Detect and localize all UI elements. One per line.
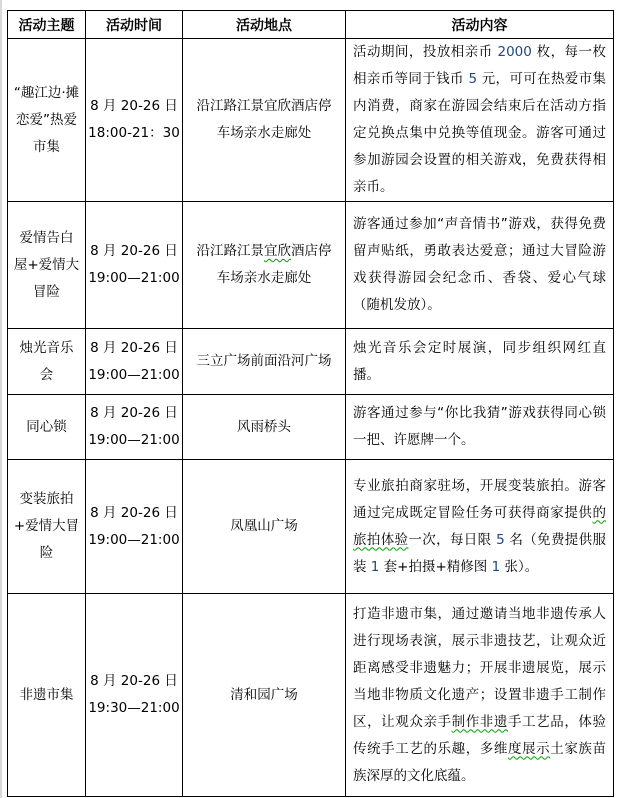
body-text: 游客通过参加“声音情书”游戏，获得免费留声贴纸，勇敢表达爱意；通过大冒险游戏获得游园会纪念币、香袋、爱心气球（随机发放）。	[353, 216, 606, 313]
theme-cell: 同心锁	[8, 395, 86, 460]
body-text: 活动期间，投放相亲币	[353, 44, 498, 60]
highlighted-number: 2000	[497, 44, 532, 60]
time-cell	[86, 395, 183, 460]
content-cell	[346, 395, 614, 460]
body-text: 专业旅拍商家驻场，开展变装旅拍。游客通过完成既定冒险任务可获得商家提供	[353, 477, 606, 521]
col-header-content: 活动内容	[346, 11, 614, 39]
spellcheck-underlined-text: 制作非遗	[451, 713, 508, 730]
location-cell	[183, 594, 346, 797]
content-cell	[346, 594, 614, 797]
time-hours-line: 19:00—21:00	[88, 531, 180, 548]
spellcheck-underlined-text: 宜欣	[264, 243, 291, 259]
time-date-line: 8 月 20-26 日	[90, 98, 178, 114]
body-text: 沿江路江景宜欣酒店停车场亲水走廊处	[196, 98, 332, 141]
body-text: 凤凰山广场	[230, 518, 298, 534]
body-text: 一次，每日限	[408, 531, 497, 548]
time-cell	[86, 460, 183, 594]
time-hours-line: 19:00—21:00	[88, 432, 180, 448]
time-date-line: 8 月 20-26 日	[90, 405, 178, 421]
table-row	[8, 395, 614, 460]
header-row	[8, 11, 614, 39]
table-row	[8, 329, 614, 395]
body-text: 烛光音乐会定时展演，同步组织网红直播。	[353, 339, 606, 383]
body-text: 枚，每一枚相亲币等同于钱币	[353, 44, 606, 87]
highlighted-number: 1	[370, 558, 380, 575]
body-text: 风雨桥头	[237, 418, 291, 435]
content-cell	[346, 329, 614, 395]
time-hours-line: 19:00—21:00	[88, 270, 180, 286]
time-cell	[86, 202, 183, 329]
time-hours-line: 18:00-21：30	[88, 125, 180, 141]
content-cell	[346, 39, 614, 202]
col-header-time: 活动时间	[86, 11, 183, 39]
location-cell	[183, 395, 346, 460]
theme-cell: 非遗市集	[8, 594, 86, 797]
col-header-theme: 活动主题	[8, 11, 86, 39]
body-text: 土家族苗族深厚的文化底蕴。	[353, 740, 607, 784]
theme-cell: 爱情告白屋+爱情大冒险	[8, 202, 86, 329]
body-text: 游客通过参与“你比我猜”游戏获得同心锁一把、许愿牌一个。	[353, 405, 606, 448]
time-date-line: 8 月 20-26 日	[90, 243, 178, 259]
location-cell	[183, 460, 346, 594]
location-cell	[183, 329, 346, 395]
activity-table	[7, 10, 614, 797]
body-text: 套+拍摄+精修图	[379, 558, 492, 575]
time-cell	[86, 594, 183, 797]
highlighted-number: 5	[496, 531, 505, 548]
location-cell	[183, 202, 346, 329]
window-edge-line	[0, 0, 2, 798]
body-text: 名（免费提供服装	[353, 531, 606, 575]
time-date-line: 8 月 20-26 日	[90, 339, 178, 356]
time-hours-line: 19:30—21:00	[88, 700, 180, 716]
table-row	[8, 39, 614, 202]
body-text: 三立广场前面沿河广场	[196, 353, 332, 369]
theme-cell: 烛光音乐会	[8, 329, 86, 395]
content-cell	[346, 460, 614, 594]
theme-cell: “趣江边·摊恋爱”热爱市集	[8, 39, 86, 202]
time-hours-line: 19:00—21:00	[88, 366, 180, 383]
time-date-line: 8 月 20-26 日	[90, 673, 178, 689]
body-text: 沿江路江景	[196, 243, 264, 259]
body-text: 清和园广场	[230, 686, 298, 703]
spellcheck-underlined-text: 的旅拍体验	[353, 504, 606, 548]
body-text: 元，可可在热爱市集内消费，商家在游园会结束后在活动方指定兑换点集中兑换等值现金。游客可通过参加游园会设置的相关游戏，免费获得相亲币。	[353, 71, 606, 195]
highlighted-number: 1	[491, 558, 501, 575]
highlighted-number: 5	[468, 71, 478, 87]
time-date-line: 8 月 20-26 日	[90, 504, 178, 521]
time-cell	[86, 39, 183, 202]
body-text: 打造非遗市集，通过邀请当地非遗传承人进行现场表演，展示非遗技艺，让观众近距离感受非遗魅力；开展非遗展览，展示当地非物质文化遗产；设置非遗手工制作区，让观众亲手	[353, 605, 606, 730]
col-header-location: 活动地点	[183, 11, 346, 39]
location-cell	[183, 39, 346, 202]
table-row	[8, 594, 614, 797]
table-row	[8, 460, 614, 594]
time-cell	[86, 329, 183, 395]
body-text: 酒店停车场亲水走廊处	[216, 243, 332, 286]
spellcheck-underlined-text: 度展示	[507, 740, 551, 757]
table-row	[8, 202, 614, 329]
theme-cell: 变装旅拍+爱情大冒险	[8, 460, 86, 594]
body-text: 手工艺品，体验传统手工艺的乐趣，多维	[353, 713, 607, 757]
body-text: 张）。	[500, 558, 539, 575]
content-cell	[346, 202, 614, 329]
